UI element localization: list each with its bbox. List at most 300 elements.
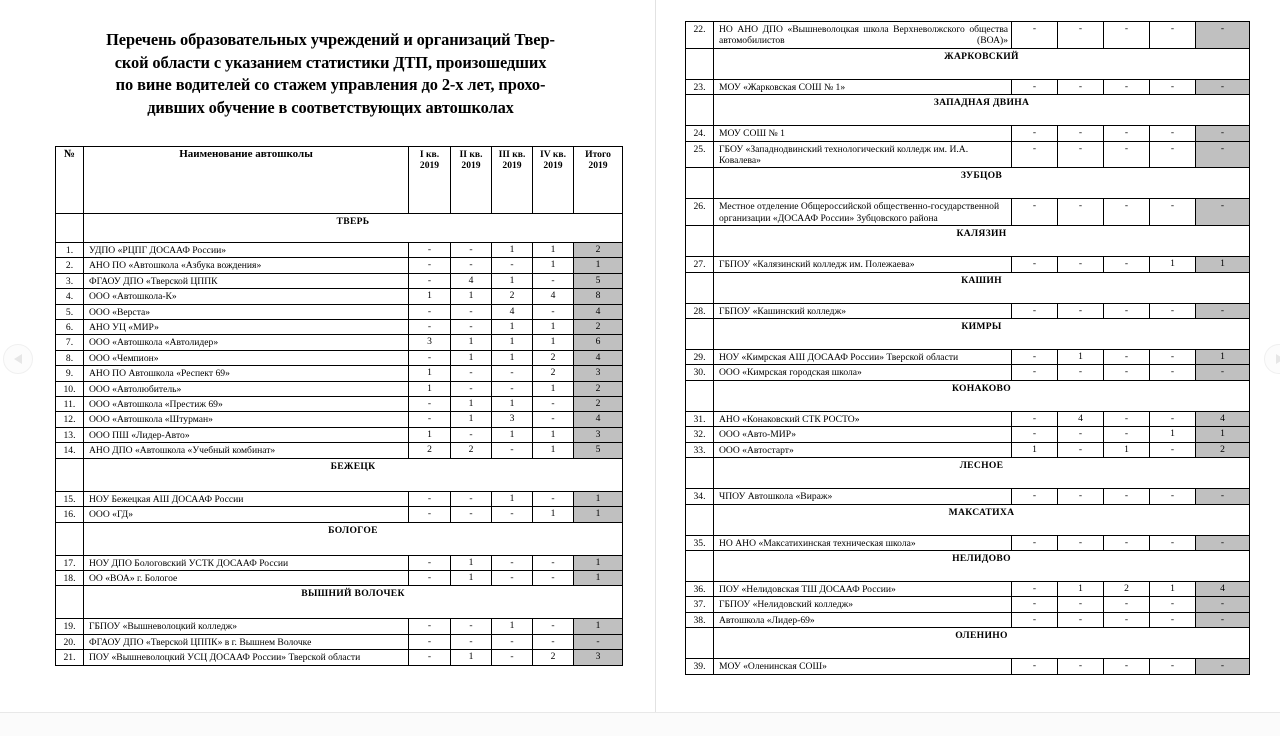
q3-value-cell: -: [1104, 597, 1150, 612]
city-section-header-row: [686, 95, 1250, 126]
q2-value-cell: 1: [451, 289, 492, 304]
q3-value-cell: -: [1104, 659, 1150, 674]
total-value-cell: -: [1196, 597, 1250, 612]
q4-value-cell: 1: [1150, 257, 1196, 272]
city-section-spacer: [686, 272, 714, 303]
total-value-cell: 1: [1196, 427, 1250, 442]
city-section-spacer: [56, 522, 84, 555]
q1-value-cell: 1: [409, 289, 451, 304]
q4-value-cell: -: [1150, 535, 1196, 550]
q2-value-cell: 1: [451, 650, 492, 665]
total-value-cell: 5: [574, 443, 623, 458]
city-section-spacer: [686, 504, 714, 535]
q1-value-cell: -: [409, 273, 451, 288]
q4-value-cell: 1: [533, 320, 574, 335]
school-name-cell: ООО «Автошкола «Престиж 69»: [84, 397, 409, 412]
q4-value-cell: -: [1150, 612, 1196, 627]
column-header-school-name: Наименование автошколы: [84, 147, 409, 214]
q3-value-cell: 2: [1104, 581, 1150, 596]
q2-value-cell: -: [451, 366, 492, 381]
q2-value-cell: -: [1058, 427, 1104, 442]
chevron-left-icon: [13, 353, 24, 365]
q4-value-cell: -: [1150, 350, 1196, 365]
q1-value-cell: -: [409, 650, 451, 665]
q4-value-cell: -: [1150, 303, 1196, 318]
q3-value-cell: 3: [492, 412, 533, 427]
table-row: [686, 612, 1250, 627]
table-row: [56, 443, 623, 458]
school-name-cell: АНО «Конаковский СТК РОСТО»: [714, 411, 1012, 426]
school-name-cell: ФГАОУ ДПО «Тверской ЦППК: [84, 273, 409, 288]
table-row: [56, 304, 623, 319]
row-number-cell: 1.: [56, 243, 84, 258]
q3-value-cell: 1: [492, 350, 533, 365]
total-value-cell: -: [1196, 199, 1250, 226]
q3-value-cell: -: [1104, 411, 1150, 426]
table-row: [56, 507, 623, 522]
row-number-cell: 11.: [56, 397, 84, 412]
table-row: [56, 634, 623, 649]
previous-page-button[interactable]: [3, 344, 33, 374]
q1-value-cell: 2: [409, 443, 451, 458]
q2-value-cell: -: [1058, 489, 1104, 504]
q3-value-cell: -: [1104, 126, 1150, 141]
school-name-cell: ООО «Автостарт»: [714, 442, 1012, 457]
city-section-spacer: [686, 550, 714, 581]
table-row: [56, 427, 623, 442]
q1-value-cell: 1: [1012, 442, 1058, 457]
table-row: [56, 412, 623, 427]
total-value-cell: 1: [574, 555, 623, 570]
q2-value-cell: -: [1058, 659, 1104, 674]
school-name-cell: ООО «Автошкола-К»: [84, 289, 409, 304]
q2-value-cell: -: [1058, 126, 1104, 141]
total-value-cell: 2: [574, 320, 623, 335]
q1-value-cell: 1: [409, 427, 451, 442]
q3-value-cell: -: [1104, 612, 1150, 627]
total-value-cell: 4: [574, 350, 623, 365]
q1-value-cell: -: [409, 634, 451, 649]
row-number-cell: 2.: [56, 258, 84, 273]
q4-value-cell: -: [533, 273, 574, 288]
q4-value-cell: -: [533, 304, 574, 319]
total-value-cell: 8: [574, 289, 623, 304]
table-row: [56, 491, 623, 506]
city-section-header-row: [56, 458, 623, 491]
q1-value-cell: -: [409, 619, 451, 634]
school-name-cell: ЧПОУ Автошкола «Вираж»: [714, 489, 1012, 504]
q1-value-cell: 1: [409, 381, 451, 396]
q2-value-cell: -: [451, 634, 492, 649]
q2-value-cell: -: [451, 320, 492, 335]
q2-value-cell: 1: [451, 350, 492, 365]
table-row: [686, 365, 1250, 380]
q1-value-cell: -: [409, 243, 451, 258]
row-number-cell: 17.: [56, 555, 84, 570]
total-value-cell: 1: [574, 570, 623, 585]
city-section-spacer: [686, 95, 714, 126]
q1-value-cell: -: [409, 491, 451, 506]
q1-value-cell: 3: [409, 335, 451, 350]
table-row: [686, 535, 1250, 550]
row-number-cell: 24.: [686, 126, 714, 141]
total-value-cell: 3: [574, 366, 623, 381]
city-section-label: КИМРЫ: [714, 319, 1250, 350]
q3-value-cell: -: [492, 381, 533, 396]
row-number-cell: 27.: [686, 257, 714, 272]
school-name-cell: ООО ПШ «Лидер-Авто»: [84, 427, 409, 442]
q4-value-cell: 1: [533, 507, 574, 522]
autoschool-statistics-table-right: [685, 21, 1250, 675]
school-name-cell: ООО «Авто-МИР»: [714, 427, 1012, 442]
row-number-cell: 3.: [56, 273, 84, 288]
school-name-cell: АНО УЦ «МИР»: [84, 320, 409, 335]
page-title-line: по вине водителей со стажем управления до 2-х лет, прохо-: [38, 74, 623, 97]
q3-value-cell: -: [1104, 141, 1150, 168]
q4-value-cell: 1: [1150, 581, 1196, 596]
q3-value-cell: -: [1104, 199, 1150, 226]
city-section-label: ЗАПАДНАЯ ДВИНА: [714, 95, 1250, 126]
row-number-cell: 36.: [686, 581, 714, 596]
table-row: [56, 381, 623, 396]
q4-value-cell: 4: [533, 289, 574, 304]
total-value-cell: 4: [574, 304, 623, 319]
row-number-cell: 31.: [686, 411, 714, 426]
q4-value-cell: 2: [533, 650, 574, 665]
q2-value-cell: -: [451, 381, 492, 396]
q3-value-cell: -: [1104, 350, 1150, 365]
city-section-spacer: [686, 168, 714, 199]
city-section-header-row: [686, 380, 1250, 411]
viewer-bottom-strip: [0, 712, 1280, 736]
city-section-label: МАКСАТИХА: [714, 504, 1250, 535]
school-name-cell: Местное отделение Общероссийской общественно-государственной организации «ДОСААФ России» Зубцовского района: [714, 199, 1012, 226]
q2-value-cell: 2: [451, 443, 492, 458]
city-section-header-row: [686, 319, 1250, 350]
q3-value-cell: -: [492, 555, 533, 570]
city-section-spacer: [686, 48, 714, 79]
school-name-cell: ООО «Автолюбитель»: [84, 381, 409, 396]
row-number-cell: 32.: [686, 427, 714, 442]
city-section-label: ЛЕСНОЕ: [714, 458, 1250, 489]
q4-value-cell: 1: [533, 381, 574, 396]
city-section-spacer: [686, 458, 714, 489]
q2-value-cell: 1: [1058, 350, 1104, 365]
q2-value-cell: -: [451, 243, 492, 258]
q4-value-cell: -: [1150, 442, 1196, 457]
q4-value-cell: -: [1150, 199, 1196, 226]
q3-value-cell: 1: [492, 427, 533, 442]
row-number-cell: 14.: [56, 443, 84, 458]
city-section-header-row: [686, 550, 1250, 581]
total-value-cell: 1: [574, 491, 623, 506]
q2-value-cell: -: [451, 491, 492, 506]
table-row: [686, 350, 1250, 365]
row-number-cell: 20.: [56, 634, 84, 649]
school-name-cell: ООО «Автошкола «Штурман»: [84, 412, 409, 427]
q1-value-cell: -: [1012, 489, 1058, 504]
table-row: [686, 141, 1250, 168]
q2-value-cell: 1: [451, 570, 492, 585]
table-row: [56, 555, 623, 570]
city-section-label: БЕЖЕЦК: [84, 458, 623, 491]
q3-value-cell: 1: [1104, 442, 1150, 457]
column-header-q1: I кв. 2019: [409, 147, 451, 214]
school-name-cell: ООО «Автошкола «Автолидер»: [84, 335, 409, 350]
document-page-left: [0, 0, 655, 712]
q3-value-cell: 1: [492, 320, 533, 335]
row-number-cell: 8.: [56, 350, 84, 365]
table-row: [686, 79, 1250, 94]
q2-value-cell: -: [1058, 612, 1104, 627]
total-value-cell: 2: [574, 381, 623, 396]
q3-value-cell: 1: [492, 335, 533, 350]
city-section-spacer: [56, 458, 84, 491]
q4-value-cell: -: [1150, 79, 1196, 94]
q4-value-cell: -: [533, 397, 574, 412]
q1-value-cell: -: [1012, 411, 1058, 426]
row-number-cell: 22.: [686, 22, 714, 49]
school-name-cell: ГБПОУ «Вышневолоцкий колледж»: [84, 619, 409, 634]
total-value-cell: 6: [574, 335, 623, 350]
city-section-label: ОЛЕНИНО: [714, 628, 1250, 659]
q1-value-cell: -: [409, 304, 451, 319]
q4-value-cell: 2: [533, 366, 574, 381]
q1-value-cell: -: [1012, 257, 1058, 272]
q2-value-cell: 1: [451, 555, 492, 570]
q2-value-cell: -: [1058, 22, 1104, 49]
q4-value-cell: 1: [1150, 427, 1196, 442]
total-value-cell: 4: [574, 412, 623, 427]
row-number-cell: 10.: [56, 381, 84, 396]
q1-value-cell: 1: [409, 366, 451, 381]
q4-value-cell: -: [1150, 126, 1196, 141]
q2-value-cell: 4: [451, 273, 492, 288]
total-value-cell: -: [1196, 303, 1250, 318]
q3-value-cell: -: [492, 258, 533, 273]
q1-value-cell: -: [409, 397, 451, 412]
city-section-header-row: [56, 522, 623, 555]
city-section-label: НЕЛИДОВО: [714, 550, 1250, 581]
q2-value-cell: -: [1058, 442, 1104, 457]
city-section-header-row: [686, 168, 1250, 199]
table-row: [686, 199, 1250, 226]
total-value-cell: 1: [1196, 350, 1250, 365]
total-value-cell: 2: [574, 397, 623, 412]
q2-value-cell: -: [451, 619, 492, 634]
total-value-cell: 3: [574, 427, 623, 442]
city-section-header-row: [686, 628, 1250, 659]
table-row: [56, 320, 623, 335]
total-value-cell: 2: [574, 243, 623, 258]
q4-value-cell: -: [533, 619, 574, 634]
school-name-cell: МОУ «Жарковская СОШ № 1»: [714, 79, 1012, 94]
row-number-cell: 5.: [56, 304, 84, 319]
table-row: [686, 659, 1250, 674]
q2-value-cell: -: [451, 427, 492, 442]
row-number-cell: 21.: [56, 650, 84, 665]
city-section-header-row: [686, 458, 1250, 489]
document-page-right: [656, 0, 1280, 712]
city-section-label: ЖАРКОВСКИЙ: [714, 48, 1250, 79]
city-section-label: ВЫШНИЙ ВОЛОЧЕК: [84, 586, 623, 619]
q3-value-cell: 4: [492, 304, 533, 319]
page-title-line: Перечень образовательных учреждений и организаций Твер-: [38, 29, 623, 52]
q1-value-cell: -: [1012, 141, 1058, 168]
school-name-cell: НО АНО «Максатихинская техническая школа»: [714, 535, 1012, 550]
row-number-cell: 18.: [56, 570, 84, 585]
school-name-cell: МОУ «Оленинская СОШ»: [714, 659, 1012, 674]
chevron-right-icon: [1274, 353, 1280, 365]
q3-value-cell: -: [1104, 489, 1150, 504]
table-row: [56, 350, 623, 365]
school-name-cell: ПОУ «Нелидовская ТШ ДОСААФ России»: [714, 581, 1012, 596]
total-value-cell: -: [1196, 22, 1250, 49]
school-name-cell: УДПО «РЦПГ ДОСААФ России»: [84, 243, 409, 258]
city-section-header-row: [686, 226, 1250, 257]
school-name-cell: ООО «Верста»: [84, 304, 409, 319]
q4-value-cell: -: [533, 555, 574, 570]
city-section-label: КОНАКОВО: [714, 380, 1250, 411]
row-number-cell: 25.: [686, 141, 714, 168]
q1-value-cell: -: [409, 570, 451, 585]
city-section-label: БОЛОГОЕ: [84, 522, 623, 555]
city-section-label: ЗУБЦОВ: [714, 168, 1250, 199]
q4-value-cell: -: [1150, 597, 1196, 612]
q1-value-cell: -: [1012, 427, 1058, 442]
school-name-cell: ГБПОУ «Нелидовский колледж»: [714, 597, 1012, 612]
q4-value-cell: 1: [533, 443, 574, 458]
table-row: [56, 243, 623, 258]
q2-value-cell: -: [1058, 199, 1104, 226]
column-header-total: Итого 2019: [574, 147, 623, 214]
q3-value-cell: 1: [492, 243, 533, 258]
table-row: [686, 489, 1250, 504]
q1-value-cell: -: [409, 258, 451, 273]
table-row: [686, 303, 1250, 318]
table-header-row: [56, 147, 623, 214]
q2-value-cell: 4: [1058, 411, 1104, 426]
row-number-cell: 19.: [56, 619, 84, 634]
row-number-cell: 38.: [686, 612, 714, 627]
row-number-cell: 30.: [686, 365, 714, 380]
row-number-cell: 13.: [56, 427, 84, 442]
table-row: [686, 597, 1250, 612]
q3-value-cell: -: [492, 634, 533, 649]
school-name-cell: АНО ПО «Автошкола «Азбука вождения»: [84, 258, 409, 273]
q2-value-cell: -: [1058, 257, 1104, 272]
table-row: [56, 570, 623, 585]
q1-value-cell: -: [409, 507, 451, 522]
city-section-label: ТВЕРЬ: [84, 214, 623, 243]
city-section-label: КАШИН: [714, 272, 1250, 303]
row-number-cell: 39.: [686, 659, 714, 674]
row-number-cell: 15.: [56, 491, 84, 506]
total-value-cell: 3: [574, 650, 623, 665]
q3-value-cell: 2: [492, 289, 533, 304]
q3-value-cell: -: [492, 570, 533, 585]
page-title: [38, 29, 623, 119]
q1-value-cell: -: [409, 320, 451, 335]
total-value-cell: -: [1196, 365, 1250, 380]
city-section-header-row: [56, 214, 623, 243]
q4-value-cell: -: [1150, 22, 1196, 49]
total-value-cell: 1: [574, 619, 623, 634]
q2-value-cell: 1: [1058, 581, 1104, 596]
q3-value-cell: -: [492, 443, 533, 458]
city-section-header-row: [56, 586, 623, 619]
q2-value-cell: 1: [451, 397, 492, 412]
q4-value-cell: 1: [533, 243, 574, 258]
city-section-spacer: [686, 628, 714, 659]
total-value-cell: -: [1196, 126, 1250, 141]
total-value-cell: -: [1196, 659, 1250, 674]
q3-value-cell: 1: [492, 491, 533, 506]
q2-value-cell: -: [1058, 141, 1104, 168]
row-number-cell: 23.: [686, 79, 714, 94]
school-name-cell: ГБПОУ «Калязинский колледж им. Полежаева»: [714, 257, 1012, 272]
q3-value-cell: -: [492, 507, 533, 522]
table-row: [686, 581, 1250, 596]
q3-value-cell: -: [1104, 303, 1150, 318]
school-name-cell: ООО «Чемпион»: [84, 350, 409, 365]
page-title-line: ской области с указанием статистики ДТП, произошедших: [38, 52, 623, 75]
table-row: [686, 427, 1250, 442]
column-header-q4: IV кв. 2019: [533, 147, 574, 214]
q2-value-cell: 1: [451, 335, 492, 350]
table-row: [56, 397, 623, 412]
q1-value-cell: -: [1012, 22, 1058, 49]
q4-value-cell: -: [1150, 365, 1196, 380]
row-number-cell: 12.: [56, 412, 84, 427]
table-row: [686, 126, 1250, 141]
q4-value-cell: -: [1150, 141, 1196, 168]
school-name-cell: ООО «ГД»: [84, 507, 409, 522]
q4-value-cell: 1: [533, 335, 574, 350]
row-number-cell: 33.: [686, 442, 714, 457]
row-number-cell: 37.: [686, 597, 714, 612]
table-row: [56, 335, 623, 350]
row-number-cell: 6.: [56, 320, 84, 335]
q2-value-cell: -: [1058, 535, 1104, 550]
total-value-cell: -: [574, 634, 623, 649]
city-section-header-row: [686, 272, 1250, 303]
q1-value-cell: -: [1012, 79, 1058, 94]
column-header-number: №: [56, 147, 84, 214]
q2-value-cell: -: [1058, 365, 1104, 380]
school-name-cell: НО АНО ДПО «Вышневолоцкая школа Верхневолжского общества автомобилистов (ВОА)»: [714, 22, 1012, 49]
q1-value-cell: -: [409, 350, 451, 365]
row-number-cell: 26.: [686, 199, 714, 226]
q1-value-cell: -: [1012, 535, 1058, 550]
school-name-cell: ООО «Кимрская городская школа»: [714, 365, 1012, 380]
q4-value-cell: -: [533, 491, 574, 506]
q2-value-cell: -: [1058, 79, 1104, 94]
city-section-spacer: [56, 214, 84, 243]
total-value-cell: -: [1196, 489, 1250, 504]
q3-value-cell: -: [1104, 22, 1150, 49]
row-number-cell: 9.: [56, 366, 84, 381]
total-value-cell: -: [1196, 535, 1250, 550]
total-value-cell: 1: [574, 258, 623, 273]
q3-value-cell: 1: [492, 397, 533, 412]
q1-value-cell: -: [1012, 126, 1058, 141]
page-title-line: дивших обучение в соответствующих автошколах: [38, 97, 623, 120]
city-section-header-row: [686, 504, 1250, 535]
q2-value-cell: -: [451, 304, 492, 319]
table-row: [56, 258, 623, 273]
q1-value-cell: -: [1012, 365, 1058, 380]
